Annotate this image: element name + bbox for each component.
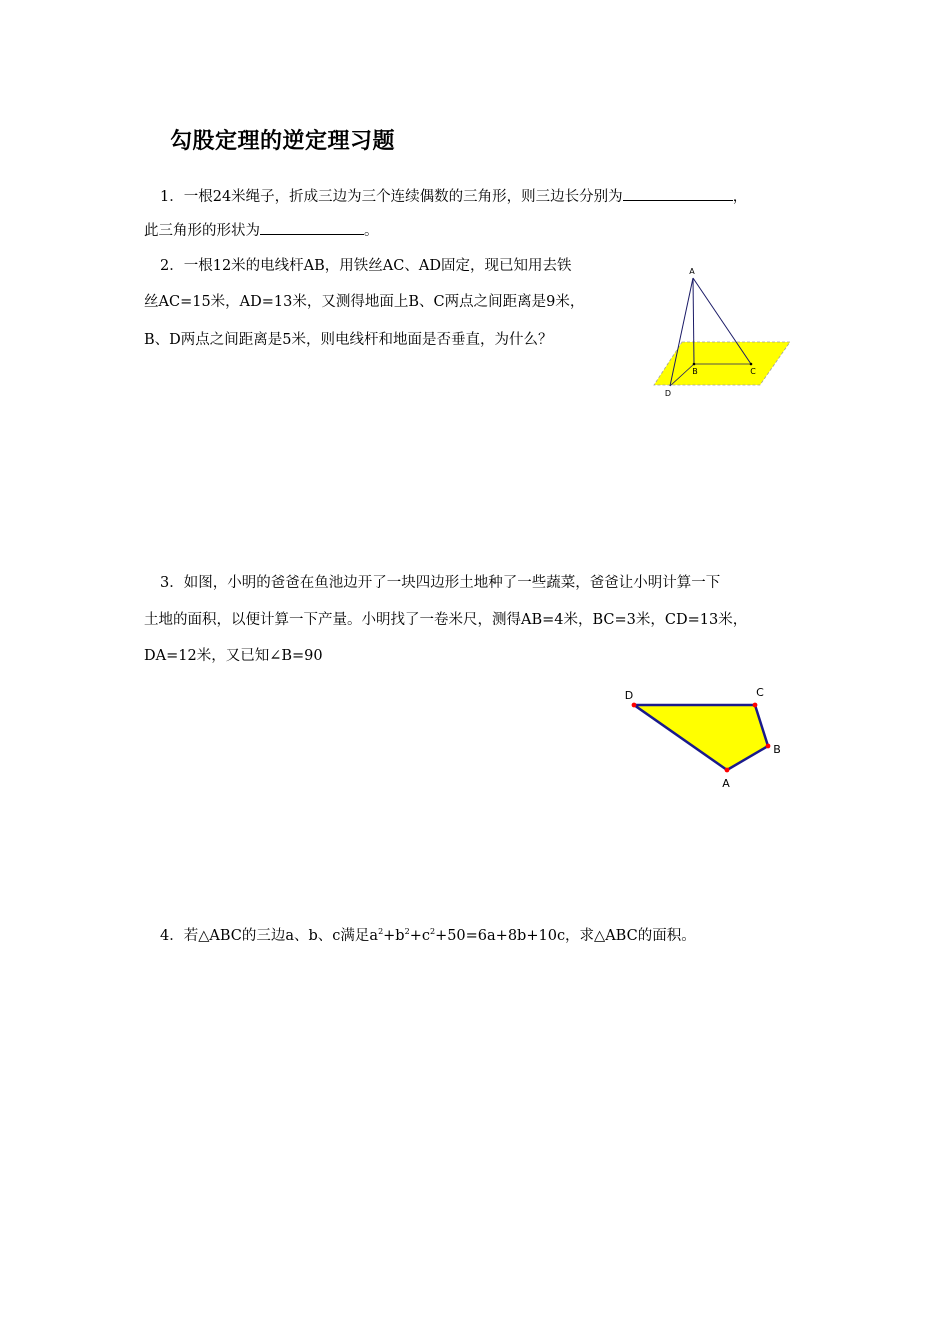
question-1-shape-text: 此三角形的形状为 xyxy=(144,223,260,239)
question-1-line-1 xyxy=(160,186,747,207)
question-3-line-2: 土地的面积，以便计算一下产量。小明找了一卷米尺，测得AB=4米，BC=3米，CD=13米， xyxy=(144,612,748,628)
answer-blank-shape[interactable] xyxy=(260,220,364,235)
question-2-line-2: 丝AC=15米，AD=13米，又测得地面上B、C两点之间距离是9米， xyxy=(144,294,585,310)
label-d: D xyxy=(624,689,634,702)
question-4 xyxy=(160,922,696,946)
q4-sup-1: 2 xyxy=(378,927,384,936)
vertex-a xyxy=(725,768,730,773)
label-d: D xyxy=(664,389,672,398)
label-b: B xyxy=(692,367,698,376)
point-b xyxy=(693,363,696,366)
land-quadrilateral xyxy=(634,705,768,770)
vertex-c xyxy=(753,703,758,708)
label-b: B xyxy=(773,743,781,756)
vertex-b xyxy=(766,744,771,749)
question-1-end-punct: 。 xyxy=(364,223,379,239)
label-c: C xyxy=(756,686,764,699)
label-c: C xyxy=(750,367,756,376)
answer-blank-sides[interactable] xyxy=(623,186,733,201)
question-3-line-1: 3．如图，小明的爸爸在鱼池边开了一块四边形土地种了一些蔬菜，爸爸让小明计算一下 xyxy=(160,575,721,591)
question-2-line-1: 2．一根12米的电线杆AB，用铁丝AC、AD固定，现已知用去铁 xyxy=(160,258,572,274)
q4-mid-1: +b xyxy=(383,928,405,944)
question-1-line-2 xyxy=(144,220,379,241)
vertex-d xyxy=(632,703,637,708)
point-c xyxy=(750,363,753,366)
question-1-punct: ， xyxy=(732,189,748,205)
q4-sup-2: 2 xyxy=(404,927,410,936)
question-1-text: 1．一根24米绳子，折成三边为三个连续偶数的三角形，则三边长分别为 xyxy=(160,189,623,205)
question-3-line-3: DA=12米，又已知∠B=90 xyxy=(144,648,323,664)
q4-mid-2: +c xyxy=(409,928,430,944)
q4-sup-3: 2 xyxy=(429,927,436,936)
q4-prefix: 4．若△ABC的三边a、b、c满足a xyxy=(160,928,379,944)
label-a: A xyxy=(722,777,730,790)
q4-suffix: +50=6a+8b+10c，求△ABC的面积。 xyxy=(435,928,696,944)
question-2-line-3: B、D两点之间距离是5米，则电线杆和地面是否垂直，为什么？ xyxy=(144,332,553,348)
page-title: 勾股定理的逆定理习题 xyxy=(170,129,396,154)
label-a: A xyxy=(689,267,695,276)
quadrilateral-diagram xyxy=(620,684,790,794)
pole-diagram xyxy=(650,265,800,400)
